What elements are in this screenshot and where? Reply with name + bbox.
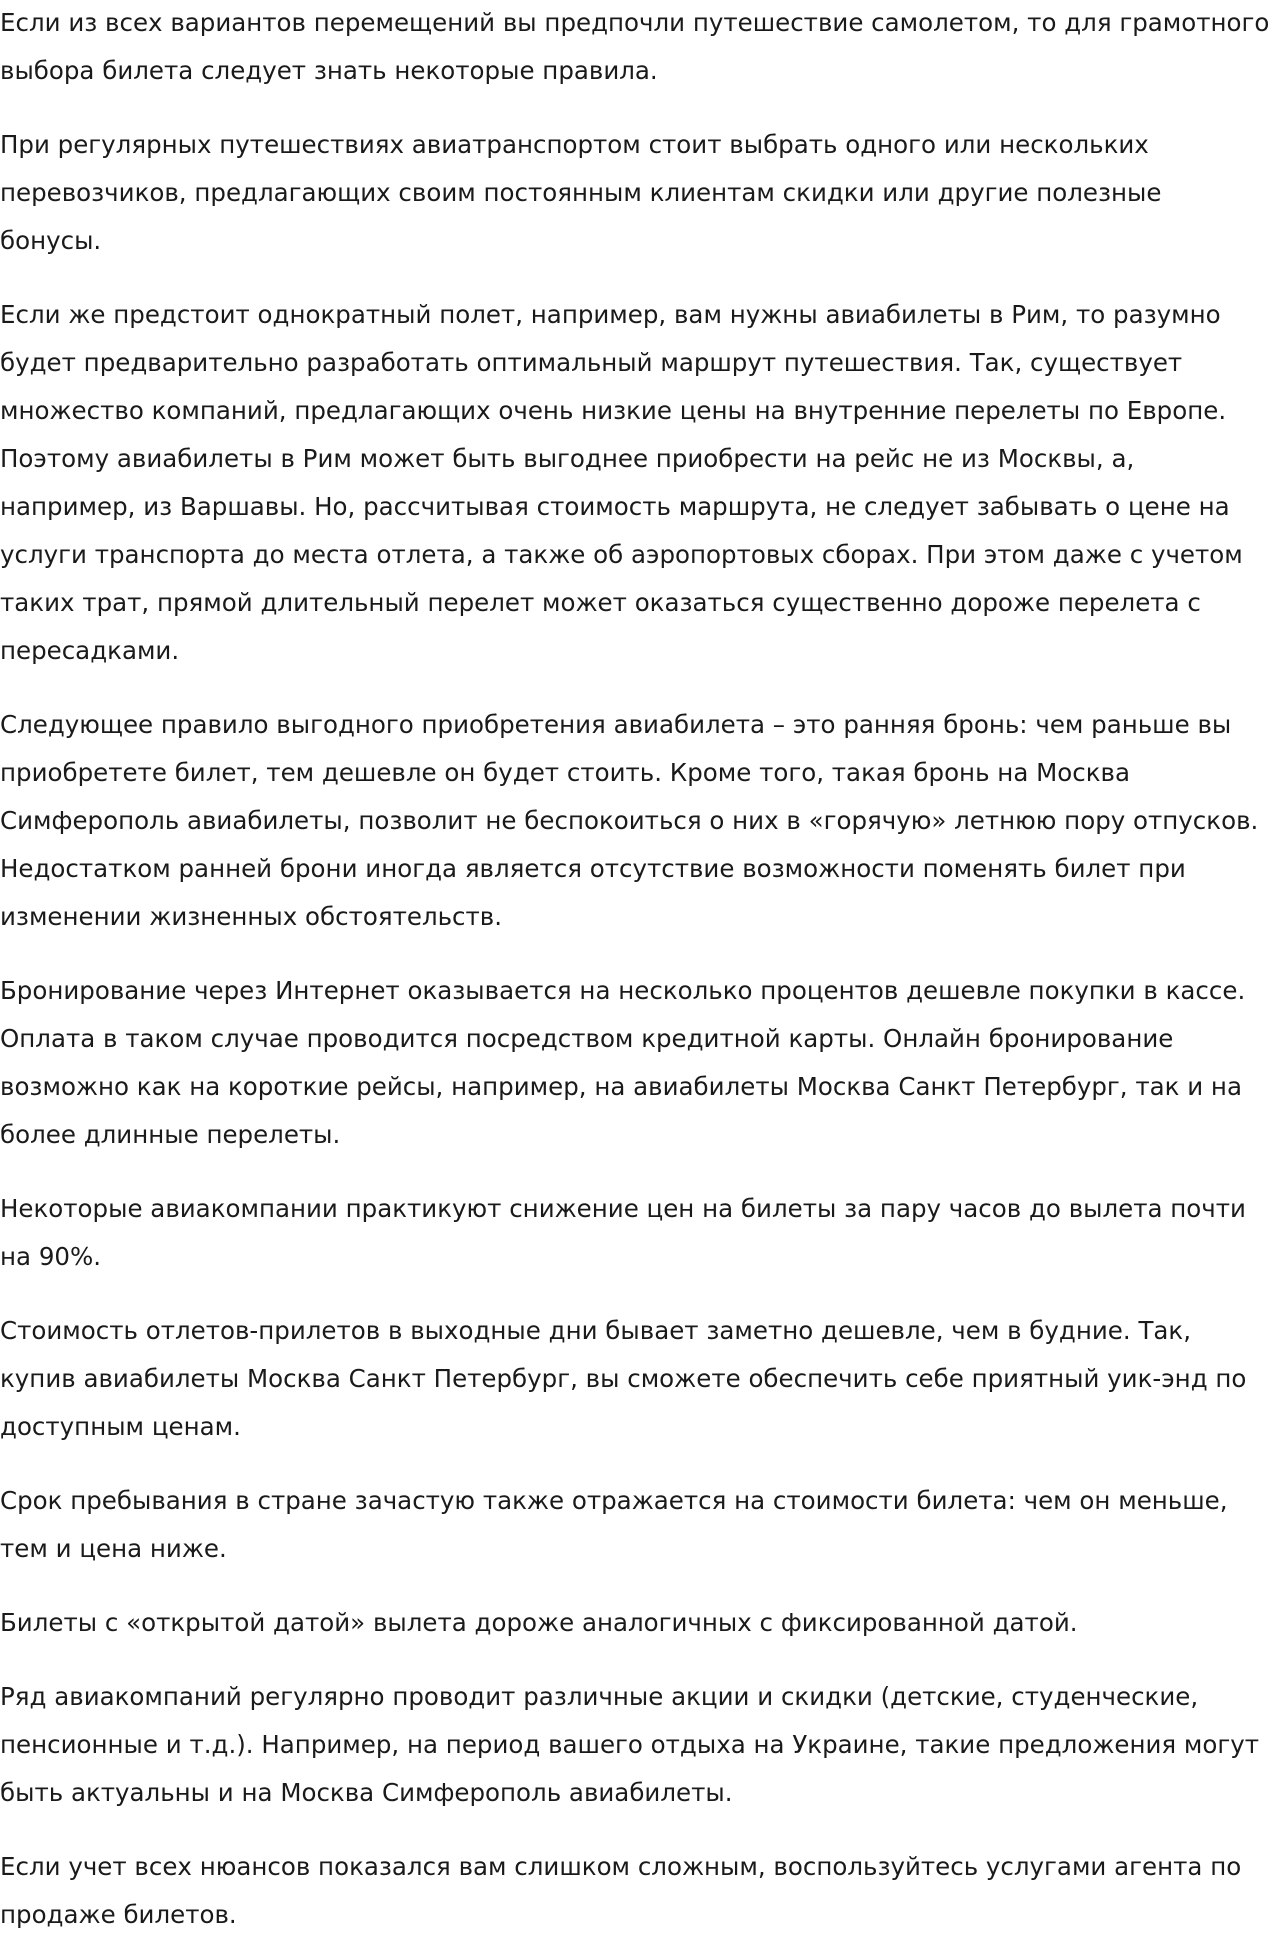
paragraph-last-minute: Некоторые авиакомпании практикуют снижение цен на билеты за пару часов до вылета почти на 90%. bbox=[0, 1194, 1246, 1271]
paragraph-agent: Если учет всех нюансов показался вам слишком сложным, воспользуйтесь услугами агента по продаже билетов. bbox=[0, 1852, 1242, 1929]
paragraph-stay-length: Срок пребывания в стране зачастую также отражается на стоимости билета: чем он меньше, тем и цена ниже. bbox=[0, 1486, 1228, 1563]
paragraph-early-booking: Следующее правило выгодного приобретения авиабилета – это ранняя бронь: чем раньше вы приобретете билет, тем дешевле он будет стоить. Кроме того, такая бронь на Москва Симферополь авиабилеты, позволит не беспокоиться о них в «горячую» летнюю пору отпусков. Недостатком ранней брони иногда является отсутствие возможности поменять билет при изменении жизненных обстоятельств. bbox=[0, 710, 1259, 931]
paragraph-weekends: Стоимость отлетов-прилетов в выходные дни бывает заметно дешевле, чем в будние. Так, купив авиабилеты Москва Санкт Петербург, вы сможете обеспечить себе приятный уик-энд по доступным ценам. bbox=[0, 1316, 1247, 1441]
paragraph-route-planning: Если же предстоит однократный полет, например, вам нужны авиабилеты в Рим, то разумно будет предварительно разработать оптимальный маршрут путешествия. Так, существует множество компаний, предлагающих очень низкие цены на внутренние перелеты по Европе. Поэтому авиабилеты в Рим может быть выгоднее приобрести на рейс не из Москвы, а, например, из Варшавы. Но, рассчитывая стоимость маршрута, не следует забывать о цене на услуги транспорта до места отлета, а также об аэропортовых сборах. При этом даже с учетом таких трат, прямой длительный перелет может оказаться существенно дороже перелета с пересадками. bbox=[0, 300, 1243, 665]
paragraph-open-date: Билеты с «открытой датой» вылета дороже аналогичных с фиксированной датой. bbox=[0, 1608, 1078, 1637]
paragraph-promotions: Ряд авиакомпаний регулярно проводит различные акции и скидки (детские, студенческие, пенсионные и т.д.). Например, на период вашего отдыха на Украине, такие предложения могут быть актуальны и на Москва Симферополь авиабилеты. bbox=[0, 1682, 1260, 1807]
paragraph-intro: Если из всех вариантов перемещений вы предпочли путешествие самолетом, то для грамотного выбора билета следует знать некоторые правила. bbox=[0, 8, 1270, 85]
paragraph-regular-travel: При регулярных путешествиях авиатранспортом стоит выбрать одного или нескольких перевозчиков, предлагающих своим постоянным клиентам скидки или другие полезные бонусы. bbox=[0, 130, 1162, 255]
paragraph-online-booking: Бронирование через Интернет оказывается на несколько процентов дешевле покупки в кассе. Оплата в таком случае проводится посредством кредитной карты. Онлайн бронирование возможно как на короткие рейсы, например, на авиабилеты Москва Санкт Петербург, так и на более длинные перелеты. bbox=[0, 976, 1246, 1149]
